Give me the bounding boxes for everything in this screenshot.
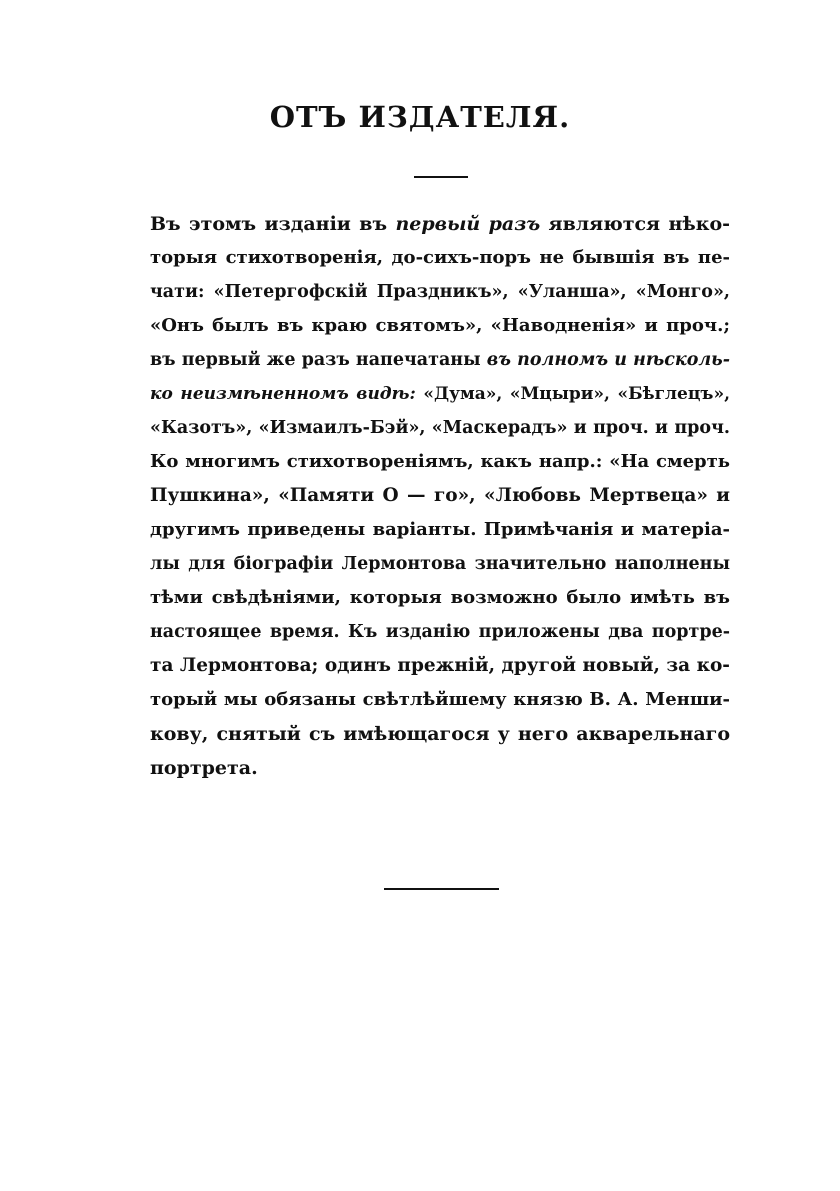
title-divider — [414, 176, 468, 178]
text-line: та Лермонтова; одинъ прежній, другой новый, за ко- — [150, 655, 730, 676]
text-line: Пушкина», «Памяти О — го», «Любовь Мертвеца» и — [150, 485, 730, 506]
preface-paragraph — [150, 207, 730, 785]
text-line: кову, снятый съ имѣющагося у него акварельнаго — [150, 723, 730, 745]
text-line: торыя стихотворенія, до-сихъ-поръ не бывшія въ пе- — [150, 247, 730, 268]
text-line: въ первый же разъ напечатаны въ полномъ и нѣсколь- — [150, 350, 730, 370]
closing-divider — [384, 888, 499, 890]
text-line: настоящее время. Къ изданію приложены два портре- — [150, 622, 730, 642]
text-line: Въ этомъ изданіи въ первый разъ являются нѣко- — [150, 213, 731, 235]
text-line: «Онъ былъ въ краю святомъ», «Наводненія» и проч.; — [150, 315, 730, 336]
text-line: Ко многимъ стихотвореніямъ, какъ напр.: «На смерть — [150, 451, 730, 472]
text-line: лы для біографіи Лермонтова значительно наполнены — [150, 554, 730, 574]
text-line: «Казотъ», «Измаилъ-Бэй», «Маскерадъ» и проч. и проч. — [150, 418, 730, 438]
text-line: другимъ приведены варіанты. Примѣчанія и матеріа- — [150, 519, 730, 540]
page-title: ОТЪ ИЗДАТЕЛЯ. — [269, 100, 571, 134]
text-line: тѣми свѣдѣніями, которыя возможно было имѣть въ — [150, 587, 730, 608]
text-line: торый мы обязаны свѣтлѣйшему князю В. А. Менши- — [150, 689, 730, 710]
text-line: портрета. — [150, 757, 258, 779]
text-line: ко неизмѣненномъ видѣ: «Дума», «Мцыри», «Бѣглецъ», — [150, 384, 730, 404]
text-line: чати: «Петергофскій Праздникъ», «Уланша», «Монго», — [150, 282, 730, 302]
